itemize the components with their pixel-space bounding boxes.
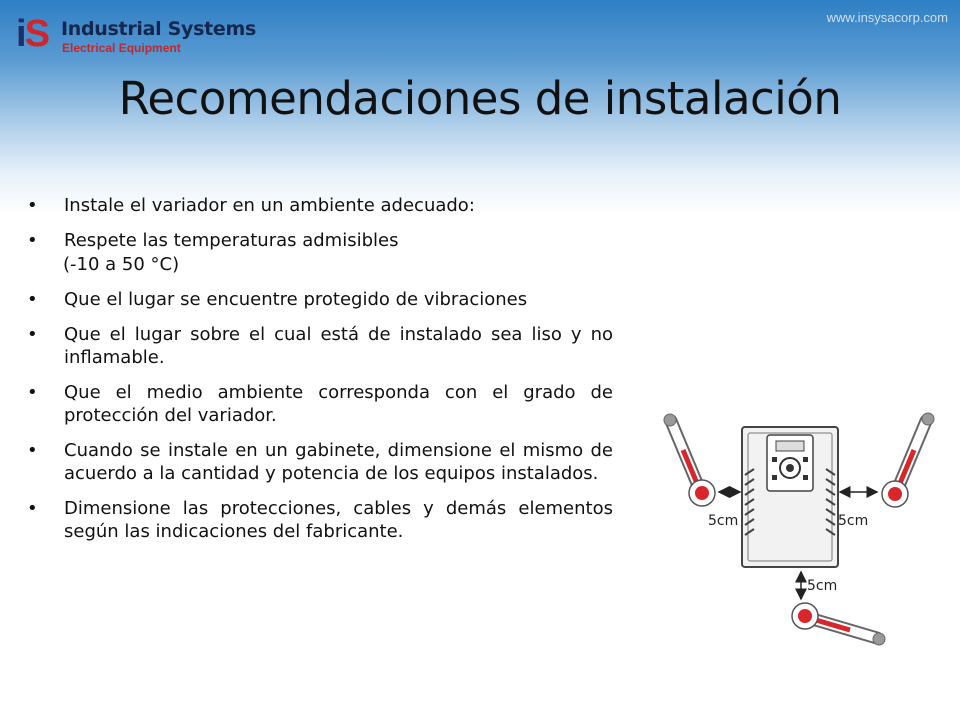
thermometer-icon — [792, 603, 885, 645]
bullet-text: Dimensione las protecciones, cables y demás elementos según las indicaciones del fabricante. — [64, 498, 613, 542]
bullet-dot: • — [27, 195, 38, 216]
bullet-dot: • — [27, 230, 38, 251]
bullet-list — [27, 194, 613, 555]
bullet-dot: • — [27, 440, 38, 461]
company-subtitle: Electrical Equipment — [62, 41, 181, 55]
thermometer-icon — [664, 414, 715, 506]
bullet-text: Cuando se instale en un gabinete, dimensione el mismo de acuerdo a la cantidad y potencia de los equipos instalados. — [64, 440, 613, 484]
bullet-text: Respete las temperaturas admisibles — [64, 230, 399, 251]
bottom-clearance-label: 5cm — [807, 578, 838, 594]
bullet-continuation — [27, 253, 613, 276]
company-name: Industrial Systems — [61, 18, 257, 40]
bullet-dot: • — [27, 498, 38, 519]
bullet-dot: • — [27, 324, 38, 345]
bullet-item — [27, 194, 613, 217]
bullet-text: Que el medio ambiente corresponda con el grado de protección del variador. — [64, 382, 613, 426]
bullet-text: Instale el variador en un ambiente adecuado: — [64, 195, 475, 216]
bullet-item — [27, 288, 613, 311]
bullet-item — [27, 381, 613, 427]
thermometer-icon — [882, 413, 934, 507]
bullet-dot: • — [27, 382, 38, 403]
bullet-item — [27, 229, 613, 252]
logo-mark: iS — [16, 13, 48, 55]
inverter-drive-icon — [742, 427, 838, 567]
bullet-item — [27, 439, 613, 485]
bullet-item — [27, 323, 613, 369]
slide-title: Recomendaciones de instalación — [118, 72, 842, 125]
bullet-dot: • — [27, 289, 38, 310]
left-clearance-label: 5cm — [708, 513, 739, 529]
logo — [16, 14, 256, 66]
clearance-diagram-svg — [655, 405, 940, 660]
bullet-text: (-10 a 50 °C) — [63, 254, 180, 275]
bullet-item — [27, 497, 613, 543]
bullet-text: Que el lugar se encuentre protegido de vibraciones — [64, 289, 528, 310]
right-clearance-label: 5cm — [838, 513, 869, 529]
website-url: www.insysacorp.com — [826, 10, 948, 25]
installation-clearance-diagram — [655, 405, 940, 660]
bullet-text: Que el lugar sobre el cual está de instalado sea liso y no inflamable. — [64, 324, 613, 368]
